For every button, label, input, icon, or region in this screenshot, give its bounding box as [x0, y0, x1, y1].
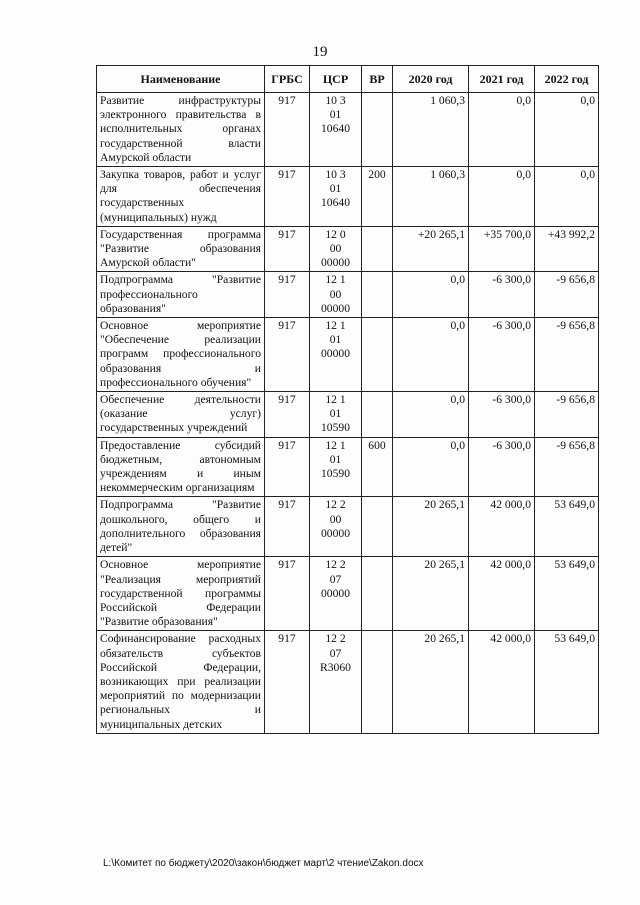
row-vr [362, 497, 393, 557]
row-2021: -6 300,0 [469, 437, 535, 497]
row-name: Основное мероприятие "Обеспечение реализации программ профессионального образования и профессионального обучения" [97, 318, 265, 392]
row-name: Обеспечение деятельности (оказание услуг) государственных учреждений [97, 392, 265, 438]
header-grbs: ГРБС [265, 66, 310, 93]
row-2022: -9 656,8 [535, 392, 599, 438]
row-grbs: 917 [265, 167, 310, 227]
row-2021: -6 300,0 [469, 318, 535, 392]
row-2022: 53 649,0 [535, 557, 599, 631]
row-csr: 10 3 01 10640 [310, 93, 362, 167]
row-2021: 42 000,0 [469, 631, 535, 733]
table-row [97, 631, 599, 733]
row-name: Развитие инфраструктуры электронного правительства в исполнительных органах государственной власти Амурской области [97, 93, 265, 167]
row-csr: 12 1 01 10590 [310, 392, 362, 438]
row-2022: 53 649,0 [535, 497, 599, 557]
header-csr: ЦСР [310, 66, 362, 93]
row-vr [362, 226, 393, 272]
row-csr: 12 2 07 R3060 [310, 631, 362, 733]
row-grbs: 917 [265, 557, 310, 631]
row-name: Софинансирование расходных обязательств субъектов Российской Федерации, возникающих при реализации мероприятий по модернизации региональных и муниципальных детских [97, 631, 265, 733]
header-2020: 2020 год [393, 66, 469, 93]
row-2020: 0,0 [393, 318, 469, 392]
row-name: Предоставление субсидий бюджетным, автономным учреждениям и иным некоммерческим организациям [97, 437, 265, 497]
row-2021: 0,0 [469, 167, 535, 227]
row-grbs: 917 [265, 392, 310, 438]
row-2020: +20 265,1 [393, 226, 469, 272]
row-csr: 12 2 07 00000 [310, 557, 362, 631]
header-vr: ВР [362, 66, 393, 93]
row-2020: 0,0 [393, 437, 469, 497]
row-2020: 0,0 [393, 392, 469, 438]
row-2021: 42 000,0 [469, 557, 535, 631]
row-2022: -9 656,8 [535, 272, 599, 318]
row-2020: 1 060,3 [393, 167, 469, 227]
footer-file-path: L:\Комитет по бюджету\2020\закон\бюджет март\2 чтение\Zakon.docx [103, 858, 424, 869]
row-vr [362, 557, 393, 631]
row-vr: 600 [362, 437, 393, 497]
row-csr: 12 2 00 00000 [310, 497, 362, 557]
row-name: Подпрограмма "Развитие профессионального образования" [97, 272, 265, 318]
row-vr [362, 272, 393, 318]
row-csr: 12 1 00 00000 [310, 272, 362, 318]
row-name: Основное мероприятие "Реализация мероприятий государственной программы Российской Федерации "Развитие образования" [97, 557, 265, 631]
row-2022: 0,0 [535, 93, 599, 167]
row-name: Закупка товаров, работ и услуг для обеспечения государственных (муниципальных) нужд [97, 167, 265, 227]
row-csr: 12 1 01 00000 [310, 318, 362, 392]
row-2020: 20 265,1 [393, 631, 469, 733]
row-2022: +43 992,2 [535, 226, 599, 272]
row-grbs: 917 [265, 226, 310, 272]
budget-table [96, 65, 599, 734]
row-grbs: 917 [265, 318, 310, 392]
table-row [97, 272, 599, 318]
table-body [97, 93, 599, 734]
page-number: 19 [312, 44, 328, 60]
row-grbs: 917 [265, 93, 310, 167]
table-header-row [97, 66, 599, 93]
row-vr [362, 392, 393, 438]
row-2022: 0,0 [535, 167, 599, 227]
row-vr [362, 318, 393, 392]
header-2022: 2022 год [535, 66, 599, 93]
table-row [97, 167, 599, 227]
row-name: Государственная программа "Развитие образования Амурской области" [97, 226, 265, 272]
row-2020: 0,0 [393, 272, 469, 318]
header-2021: 2021 год [469, 66, 535, 93]
row-grbs: 917 [265, 437, 310, 497]
table-row [97, 318, 599, 392]
row-csr: 12 0 00 00000 [310, 226, 362, 272]
row-2020: 20 265,1 [393, 557, 469, 631]
row-2022: -9 656,8 [535, 318, 599, 392]
row-2022: 53 649,0 [535, 631, 599, 733]
row-grbs: 917 [265, 631, 310, 733]
row-csr: 10 3 01 10640 [310, 167, 362, 227]
row-vr [362, 93, 393, 167]
table-row [97, 93, 599, 167]
row-2021: -6 300,0 [469, 272, 535, 318]
row-vr: 200 [362, 167, 393, 227]
row-2021: -6 300,0 [469, 392, 535, 438]
table-row [97, 557, 599, 631]
row-2021: +35 700,0 [469, 226, 535, 272]
row-2021: 42 000,0 [469, 497, 535, 557]
table-row [97, 226, 599, 272]
table-row [97, 437, 599, 497]
row-grbs: 917 [265, 272, 310, 318]
table-row [97, 392, 599, 438]
row-grbs: 917 [265, 497, 310, 557]
row-csr: 12 1 01 10590 [310, 437, 362, 497]
header-name: Наименование [97, 66, 265, 93]
row-2022: -9 656,8 [535, 437, 599, 497]
row-vr [362, 631, 393, 733]
row-name: Подпрограмма "Развитие дошкольного, общего и дополнительного образования детей" [97, 497, 265, 557]
row-2021: 0,0 [469, 93, 535, 167]
row-2020: 20 265,1 [393, 497, 469, 557]
table-row [97, 497, 599, 557]
row-2020: 1 060,3 [393, 93, 469, 167]
